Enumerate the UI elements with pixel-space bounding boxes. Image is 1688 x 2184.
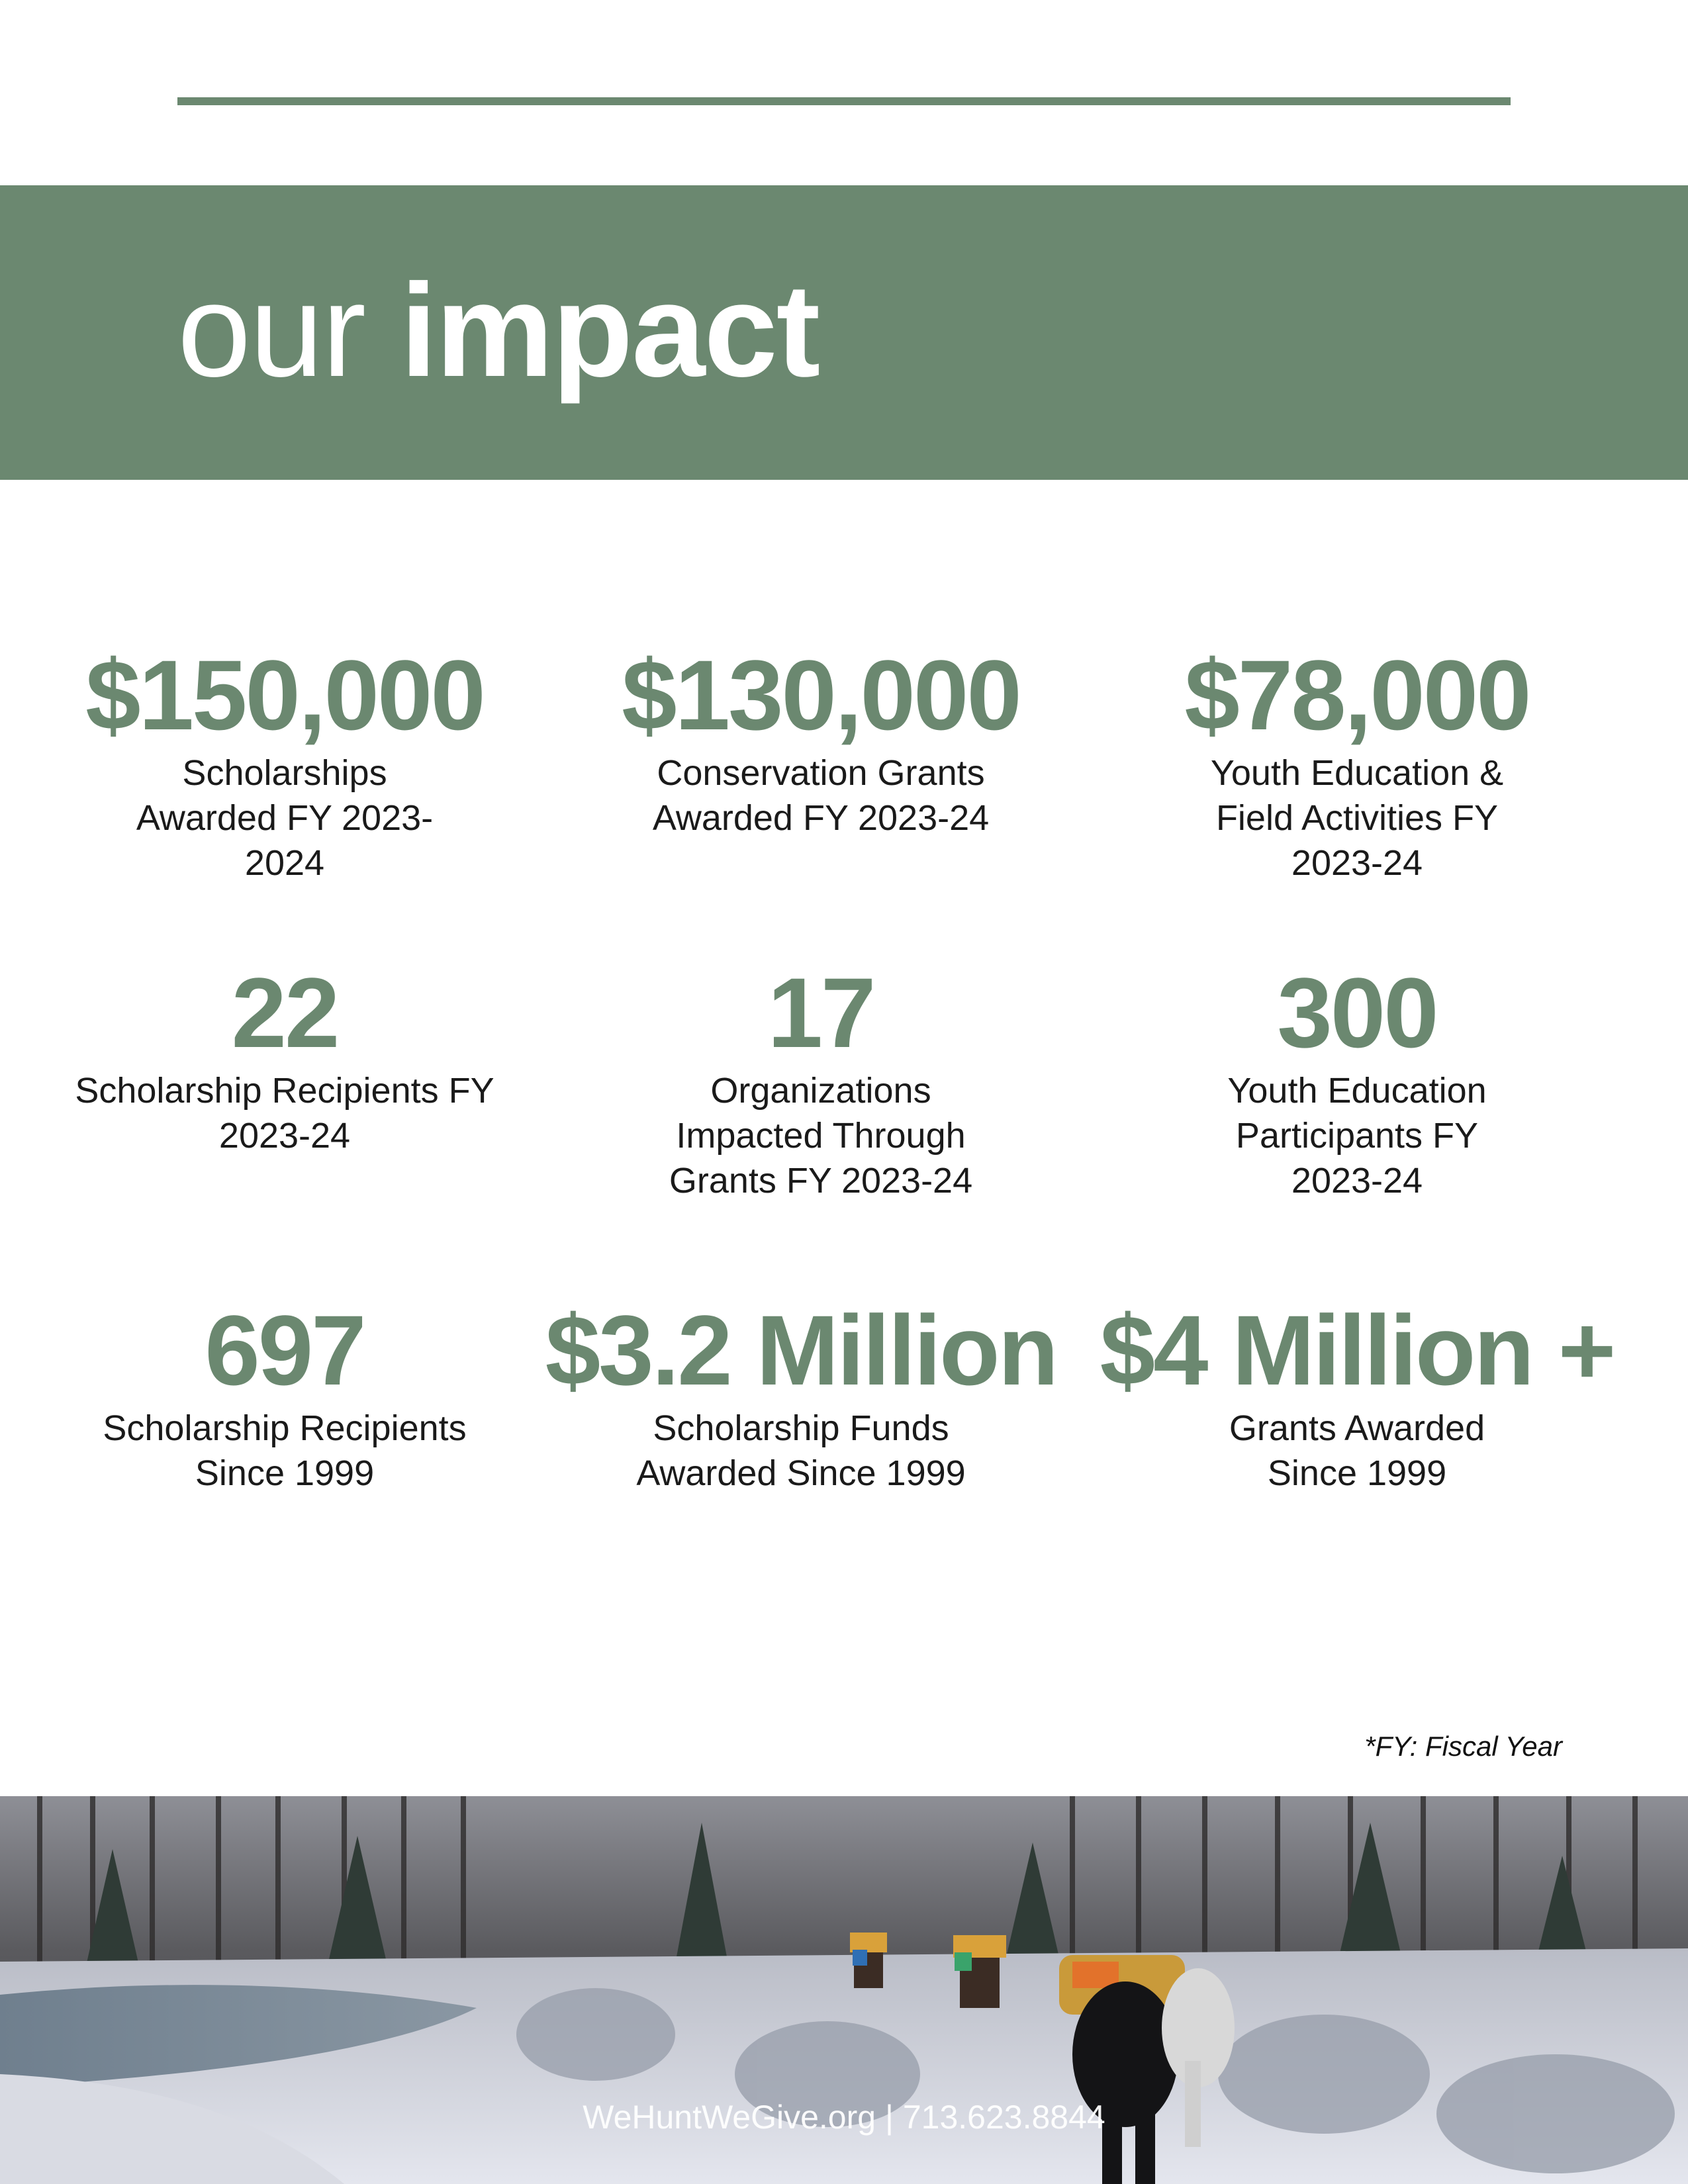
stat-label: Youth Education & Field Activities FY 2023-24 — [1210, 753, 1504, 883]
stat-organizations-impacted — [583, 957, 1059, 1203]
stat-value: 300 — [1277, 957, 1437, 1068]
title-banner — [0, 185, 1688, 480]
stat-scholarship-recipients-total — [46, 1297, 523, 1496]
stat-value: $4 Million + — [1100, 1295, 1615, 1406]
stat-label: Scholarship Funds Awarded Since 1999 — [636, 1408, 966, 1493]
stat-value: 697 — [205, 1295, 365, 1406]
stat-value: 17 — [767, 957, 874, 1068]
stat-scholarships-awarded — [46, 639, 523, 886]
stat-scholarship-funds-total — [530, 1297, 1072, 1496]
stat-value: $130,000 — [622, 639, 1020, 751]
stat-conservation-grants — [583, 639, 1059, 841]
stat-grants-total — [1086, 1297, 1628, 1496]
page-title — [177, 248, 819, 414]
stat-label: Youth Education Participants FY 2023-24 — [1227, 1071, 1487, 1201]
stat-label: Conservation Grants Awarded FY 2023-24 — [652, 753, 990, 838]
stat-youth-participants — [1119, 957, 1595, 1203]
fiscal-year-footnote: *FY: Fiscal Year — [1364, 1731, 1562, 1762]
stat-value: $78,000 — [1184, 639, 1530, 751]
stat-scholarship-recipients-fy — [46, 957, 523, 1158]
stat-value: $3.2 Million — [545, 1295, 1057, 1406]
stat-label: Grants Awarded Since 1999 — [1229, 1408, 1485, 1493]
stat-value: 22 — [231, 957, 338, 1068]
stat-value: $150,000 — [85, 639, 484, 751]
footer-contact: WeHuntWeGive.org | 713.623.8844 — [583, 2099, 1105, 2136]
stat-label: Scholarship Recipients Since 1999 — [103, 1408, 467, 1493]
page-title-light: our — [177, 257, 365, 404]
stat-label: Scholarships Awarded FY 2023-2024 — [136, 753, 434, 883]
stat-label: Organizations Impacted Through Grants FY 2023-24 — [669, 1071, 973, 1201]
stat-youth-education-funding — [1119, 639, 1595, 886]
stat-label: Scholarship Recipients FY 2023-24 — [75, 1071, 494, 1156]
page-title-bold: impact — [400, 257, 820, 404]
winter-trail-photo — [0, 1796, 1688, 2184]
top-divider — [177, 97, 1511, 105]
